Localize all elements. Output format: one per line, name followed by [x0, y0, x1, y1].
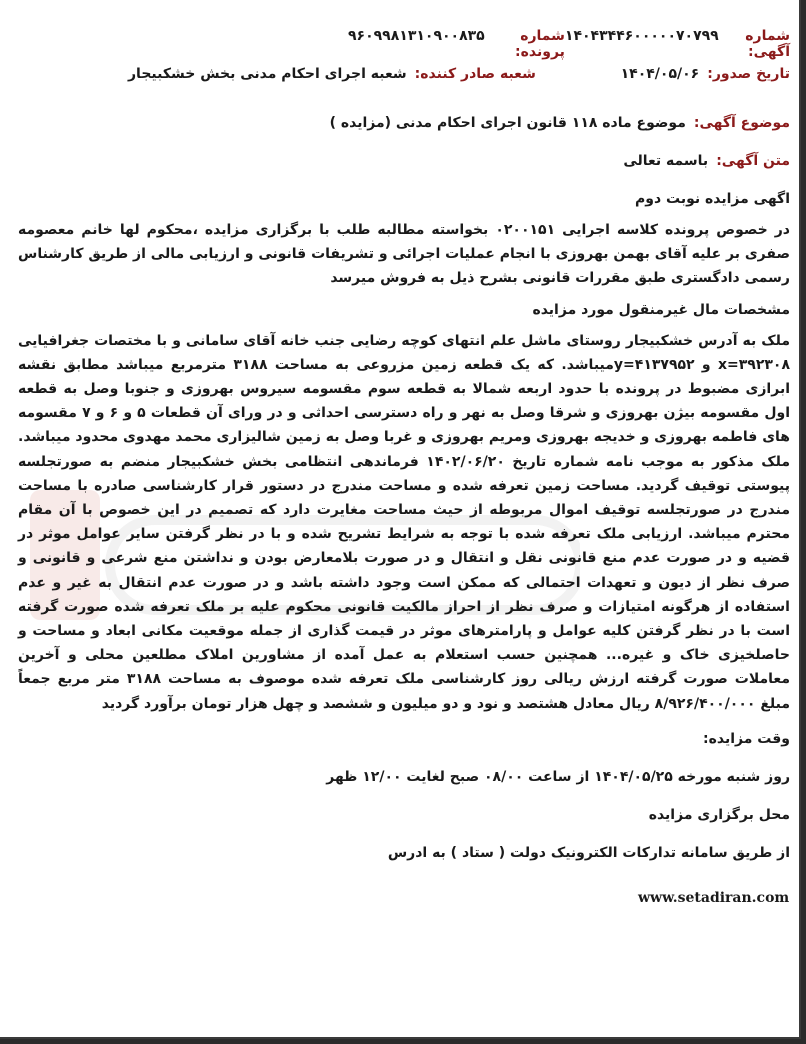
- meta-row-1: [18, 28, 790, 66]
- property-description: ملک به آدرس خشکبیجار روستای ماشل علم انتهای کوچه رضایی جنب خانه آقای سامانی و با مختصات جغرافیایی x=۳۹۲۳۰۸ و y=۴۱۳۷۹۵۲میباشد. که یک قطعه زمین مزروعی به مساحت ۳۱۸۸ مترمربع میباشد مطابق نقشه ابرازی مضبوط در پرونده با حدود اربعه شمالا به قطعه سوم مقسومه سیروس بهروزی و جنوبا وصل به قطعه اول مقسومه بیژن بهروزی و شرقا وصل به نهر و راه دسترسی احداثی و در ورای آن قطعات ۵ و ۶ و ۷ مقسومه های فاطمه بهروزی و خدیجه بهروزی ومریم بهروزی و غربا وصل به زمین شالیزاری محمد مهدوی محدود میباشد. ملک مذکور به موجب نامه شماره تاریخ ۱۴۰۲/۰۶/۲۰ فرماندهی انتظامی بخش خشکبیجار منضم به صورتجلسه پیوستی توقیف گردید. مساحت زمین تعرفه شده و مساحت مندرج در دستور قرار کارشناسی صادره با مساحت مندرج در صورتجلسه توقیف اموال مربوطه از حیث مساحت مغایرت دارد که تصمیم در این خصوص با آن مقام محترم میباشد. ارزیابی ملک تعرفه شده با توجه به شرایط تشریح شده و با در نظر گرفتن سایر عوامل موثر در قضیه و در صورت عدم منع قانونی نقل و انتقال و در صورت بلامعارض بودن و نداشتن منع شرعی و قانونی و صرف نظر از دیون و تعهدات احتمالی که ممکن است وجود داشته باشد و در صورت عدم انتقال به غیر و عدم استفاده از هرگونه امتیازات و صرف نظر از احراز مالکیت قانونی محکوم علیه بر ملک تعرفه شده صورت گرفته است با در نظر گرفتن کلیه عوامل و پارامترهای موثر در قیمت گذاری از جمله موقعیت مکانی ابعاد و مساحت و حاصلخیزی خاک و غیره... همچنین حسب استعلام به عمل آمده از مشاورین املاک مطلعین محلی و آخرین معاملات صورت گرفته ارزش ریالی روز کارشناسی ملک تعرفه شده موصوف به مساحت ۳۱۸۸ متر مربع جمعاً مبلغ ۸/۹۲۶/۴۰۰/۰۰۰ ریال معادل هشتصد و نود و دو میلیون و ششصد و چهل هزار تومان برآورد گردید: [18, 332, 791, 712]
- subject-label: موضوع آگهی:: [693, 115, 790, 131]
- ad-number-label: شماره آگهی:: [745, 28, 790, 60]
- body-title-line: [18, 142, 790, 180]
- body-title-label: متن آگهی:: [716, 153, 790, 169]
- meta-row-2: [18, 66, 790, 104]
- intro-paragraph: در خصوص پرونده کلاسه اجرایی ۰۲۰۰۱۵۱ بخواسته مطالبه طلب با برگزاری مزایده ،محکوم لها خانم معصومه صفری بر علیه آقای بهمن بهروزی با انجام عملیات اجرائی و تشریفات قانونی و ارزیابی مالی از طریق کارشناس رسمی دادگستری طبق مقررات قانونی بشرح ذیل به فروش میرسد: [18, 222, 790, 287]
- ad-number-value: ۱۴۰۴۳۴۴۶۰۰۰۰۰۷۰۷۹۹: [564, 28, 719, 44]
- notice-document: [18, 28, 790, 906]
- issuing-branch-value: شعبه اجرای احکام مدنی بخش خشکبیجار: [128, 66, 407, 82]
- auction-heading: اگهی مزایده نوبت دوم: [634, 191, 790, 207]
- window-edge-right: [801, 0, 806, 1044]
- place-value: از طریق سامانه تدارکات الکترونیک دولت ( ستاد ) به ادرس: [387, 844, 790, 861]
- time-heading: وقت مزایده:: [703, 730, 790, 747]
- body-title-value: باسمه تعالی: [623, 153, 709, 169]
- property-heading: مشخصات مال غیرمنقول مورد مزایده: [532, 301, 790, 318]
- issue-date-label: تاریخ صدور:: [707, 66, 790, 82]
- issue-date: [621, 66, 790, 82]
- window-edge-bottom: [0, 1039, 806, 1044]
- subject-line: [18, 104, 790, 142]
- case-number-label: شماره پرونده:: [515, 28, 565, 60]
- website-link[interactable]: www.setadiran.com: [638, 889, 790, 906]
- case-number: [348, 28, 565, 60]
- ad-number: [565, 28, 790, 60]
- issue-date-value: ۱۴۰۴/۰۵/۰۶: [620, 66, 700, 82]
- issuing-branch-label: شعبه صادر کننده:: [414, 66, 536, 82]
- subject-value: موضوع ماده ۱۱۸ قانون اجرای احکام مدنی (مزایده ): [329, 115, 686, 131]
- case-number-value: ۹۶۰۹۹۸۱۳۱۰۹۰۰۸۳۵: [348, 28, 485, 44]
- time-value: روز شنبه مورخه ۱۴۰۴/۰۵/۲۵ از ساعت ۰۸/۰۰ صبح لغایت ۱۲/۰۰ ظهر: [326, 768, 790, 785]
- issuing-branch: [128, 66, 536, 82]
- place-heading: محل برگزاری مزایده: [648, 806, 790, 823]
